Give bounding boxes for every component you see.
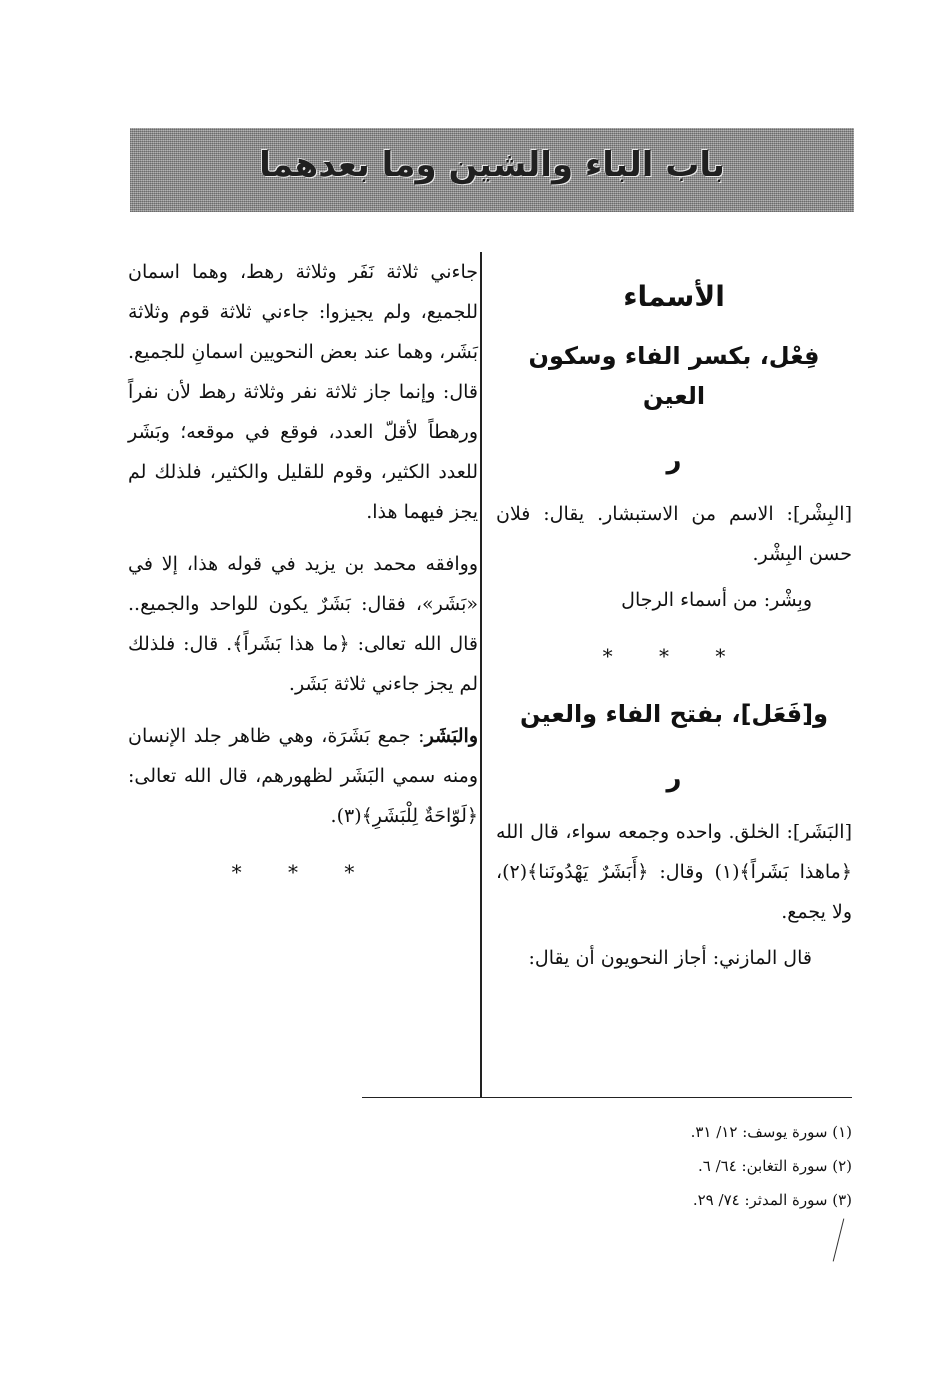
paragraph-nafar: جاءني ثلاثة نَفَر وثلاثة رهط، وهما اسمان للجميع، ولم يجيزوا: جاءني ثلاثة قوم وثلاثة بَشَر، وهما عند بعض النحويين اسمانِ للجميع. قال: وإنما جاز ثلاثة نفر وثلاثة رهط لأن نفراً ورهطاً لأقلّ العدد، فوقع في موقعه؛ وبَشَر للعدد الكثير، وقوم للقليل والكثير، فلذلك لم يجز فيهما هذا. (128, 261, 478, 523)
chapter-title: باب الباء والشين وما بعدهما (259, 145, 725, 185)
left-column (128, 252, 478, 910)
pen-mark (833, 1219, 845, 1262)
entry-bishr-name: وبِشْر: من أسماء الرجال (621, 589, 812, 611)
footnote-3: (٣) سورة المدثر: ٧٤/ ٢٩. (692, 1191, 852, 1209)
pattern-heading-2: و[فَعَل]، بفتح الفاء والعين (520, 700, 828, 728)
chapter-banner (130, 128, 854, 212)
paragraph-bashara (128, 716, 478, 836)
headword-bashar: والبَشَر (424, 725, 478, 747)
column-divider (480, 252, 482, 1098)
footnotes (560, 1115, 852, 1217)
root-letter-1: ر (666, 445, 682, 475)
section-separator: * * * (602, 644, 746, 668)
paragraph-mubarrad: ووافقه محمد بن يزيد في قوله هذا، إلا في «بَشَر»، فقال: بَشَرٌ يكون للواحد والجميع.. قال الله تعالى: ﴿ما هذا بَشَراً﴾. قال: فلذلك لم يجز جاءني ثلاثة بَشَر. (128, 553, 478, 695)
pattern-heading-1: فِعْل، بكسر الفاء وسكون العين (528, 342, 820, 410)
paragraph-bashara-text: : جمع بَشَرَة، وهي ظاهر جلد الإنسان ومنه سمي البَشَر لظهورهم، قال الله تعالى: ﴿لَوّاحَةٌ لِلْبَشَرِ﴾(٣). (128, 725, 478, 827)
root-letter-2: ر (666, 763, 682, 793)
right-column (496, 252, 852, 978)
entry-bashar: [البَشَر]: الخلق. واحده وجمعه سواء، قال الله ﴿ماهذا بَشَراً﴾(١) وقال: ﴿أَبَشَرٌ يَهْدُونَنا﴾(٢)، ولا يجمع. (496, 821, 852, 923)
section-title: الأسماء (623, 280, 725, 313)
footnote-2: (٢) سورة التغابن: ٦٤/ ٦. (697, 1157, 852, 1175)
footnote-1: (١) سورة يوسف: ١٢/ ٣١. (690, 1123, 852, 1141)
entry-bishr: [البِشْر]: الاسم من الاستبشار. يقال: فلان حسن البِشْر. (496, 503, 852, 565)
entry-mazini: قال المازني: أجاز النحويون أن يقال: (528, 947, 812, 969)
footnote-rule (362, 1097, 852, 1098)
column-end-separator: * * * (231, 860, 375, 884)
